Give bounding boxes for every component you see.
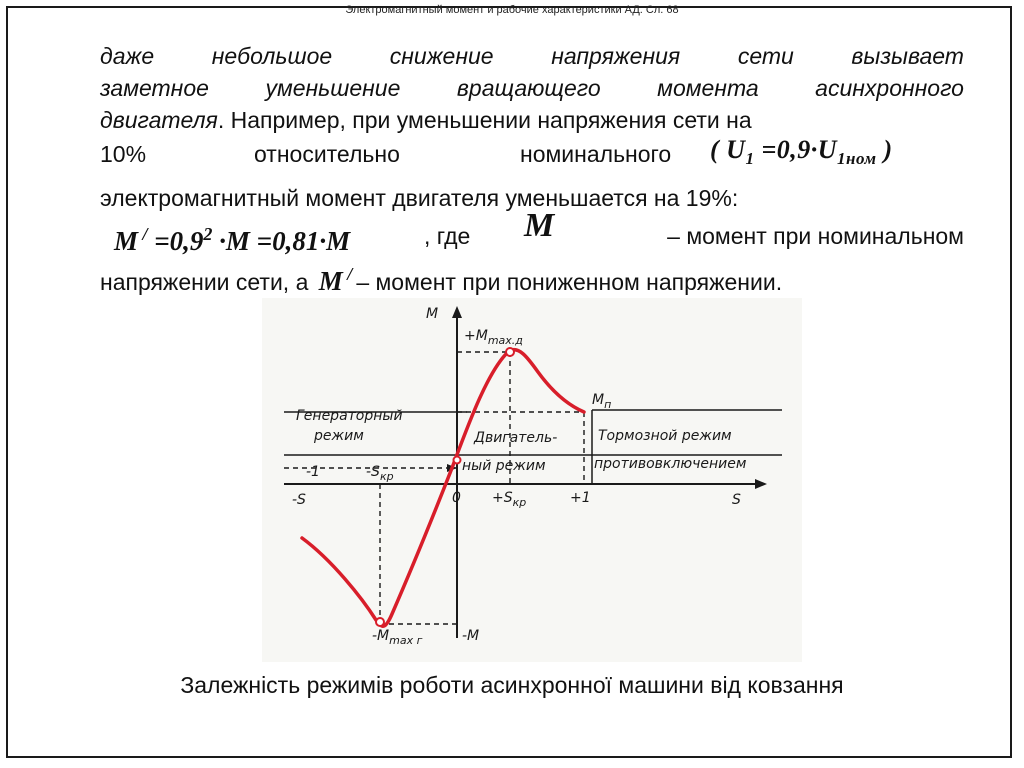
word: напряжения — [551, 43, 681, 69]
word: вращающего — [456, 75, 601, 101]
neg-m-label: -M — [462, 628, 480, 644]
word: небольшое — [211, 43, 333, 69]
torque-formula: M $^/ =0,9^2 \cdot M =0,81\cdot M$ — [114, 224, 351, 256]
text-line-5 — [100, 182, 738, 214]
word: асинхронного — [815, 75, 964, 101]
symbol-m: M — [524, 207, 555, 244]
symbol-m-prime: M / — [318, 264, 353, 296]
text-fragment: номинального — [520, 141, 672, 167]
tick-plus-1: +1 — [570, 490, 591, 506]
text-line-1 — [100, 40, 964, 72]
tick-minus-skr-sub: кр — [379, 470, 394, 483]
text-fragment: относительно — [254, 141, 400, 167]
word-italic: двигателя — [100, 107, 218, 133]
torque-slip-diagram — [262, 298, 802, 662]
text-line-2 — [100, 72, 964, 104]
tick-plus-skr-main: +S — [492, 490, 513, 506]
word: уменьшение — [265, 75, 401, 101]
mp-main: M — [592, 392, 605, 408]
motor-mode-label-1: Двигатель- — [474, 430, 558, 446]
max-d-main: +M — [464, 328, 488, 344]
brake-mode-label-1: Тормозной режим — [598, 428, 732, 444]
max-g-point — [376, 618, 384, 626]
s-axis-label: S — [732, 492, 741, 508]
neg-s-label: -S — [292, 492, 306, 508]
tick-plus-skr-sub: кр — [512, 496, 527, 509]
max-g-main: -M — [372, 628, 390, 644]
word: вызывает — [851, 43, 964, 69]
text-line-3 — [100, 104, 752, 136]
voltage-formula: ( $U_1 =0,9\cdot U_{1ном}$ ) — [710, 135, 893, 169]
word: сети — [737, 43, 794, 69]
text-fragment: – момент при пониженном напряжении. — [356, 269, 783, 295]
m-axis-label: M — [426, 306, 439, 322]
word: момента — [657, 75, 759, 101]
gen-mode-label-2: режим — [314, 428, 364, 444]
brake-mode-label-2: противовключением — [594, 456, 747, 472]
max-d-sub: max.д — [487, 334, 523, 347]
text-fragment: – момент при номинальном — [667, 223, 964, 249]
word: даже — [100, 43, 155, 69]
text-fragment: , где — [424, 223, 471, 249]
text-fragment: 10% — [100, 141, 147, 167]
word: снижение — [389, 43, 494, 69]
origin-point — [454, 457, 461, 464]
max-d-point — [506, 348, 514, 356]
text-line-7 — [100, 258, 782, 298]
diagram-background — [262, 298, 802, 662]
max-g-sub: max г — [389, 634, 423, 647]
word: заметное — [100, 75, 209, 101]
tick-minus-1: -1 — [306, 464, 320, 480]
slide-header: Электромагнитный момент и рабочие характеристики АД. Сл. 68 — [345, 4, 679, 16]
figure-caption: Залежність режимів роботи асинхронної машини від ковзання — [180, 672, 844, 698]
tick-zero: 0 — [452, 490, 461, 506]
gen-mode-label-1: Генераторный — [296, 408, 403, 424]
text-fragment: электромагнитный момент двигателя уменьшается на 19%: — [100, 185, 739, 211]
text-fragment: . Например, при уменьшении напряжения сети на — [217, 107, 752, 133]
motor-mode-label-2: ный режим — [462, 458, 546, 474]
tick-minus-skr-main: -S — [366, 464, 380, 480]
text-fragment: напряжении сети, а — [100, 269, 309, 295]
mp-sub: п — [604, 398, 612, 411]
